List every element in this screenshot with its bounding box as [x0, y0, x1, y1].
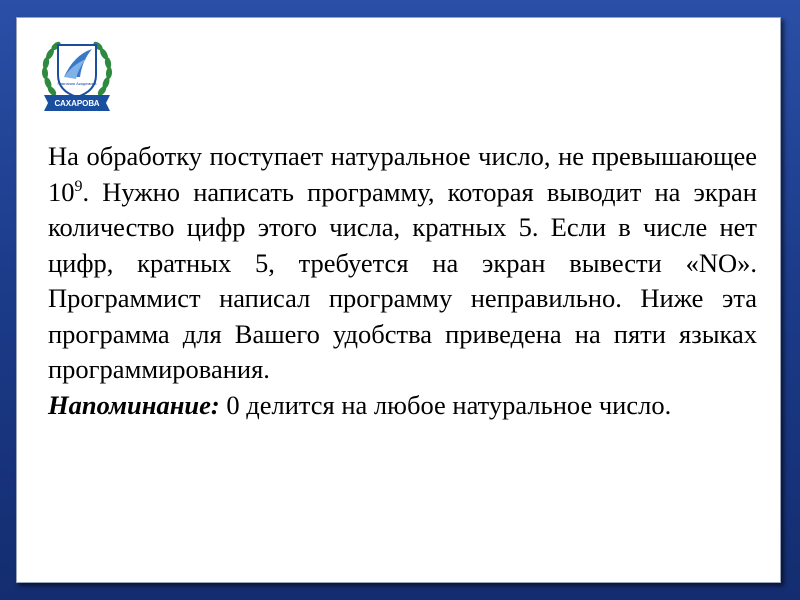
reminder-label: Напоминание: — [48, 389, 220, 420]
task-text-part1: На обработку поступает натуральное число, не превышающее 10 — [48, 141, 757, 207]
content-panel — [16, 17, 781, 583]
school-logo-icon — [36, 31, 118, 117]
task-text — [48, 139, 757, 423]
exponent: 9 — [74, 177, 83, 195]
svg-text:Гимназия Академика: Гимназия Академика — [57, 81, 97, 86]
task-paragraph — [48, 139, 757, 388]
task-text-part2: . Нужно написать программу, которая выводит на экран количество цифр этого числа, кратных 5. Если в числе нет цифр, кратных 5, требуется на экран вывести «NO». Программист написал программу неправильно. Ниже эта программа для Вашего удобства приведена на пяти языках программирования. — [48, 176, 757, 384]
reminder-text: 0 делится на любое натуральное число. — [219, 389, 672, 420]
svg-text:САХАРОВА: САХАРОВА — [54, 99, 100, 108]
reminder-paragraph — [48, 388, 757, 424]
